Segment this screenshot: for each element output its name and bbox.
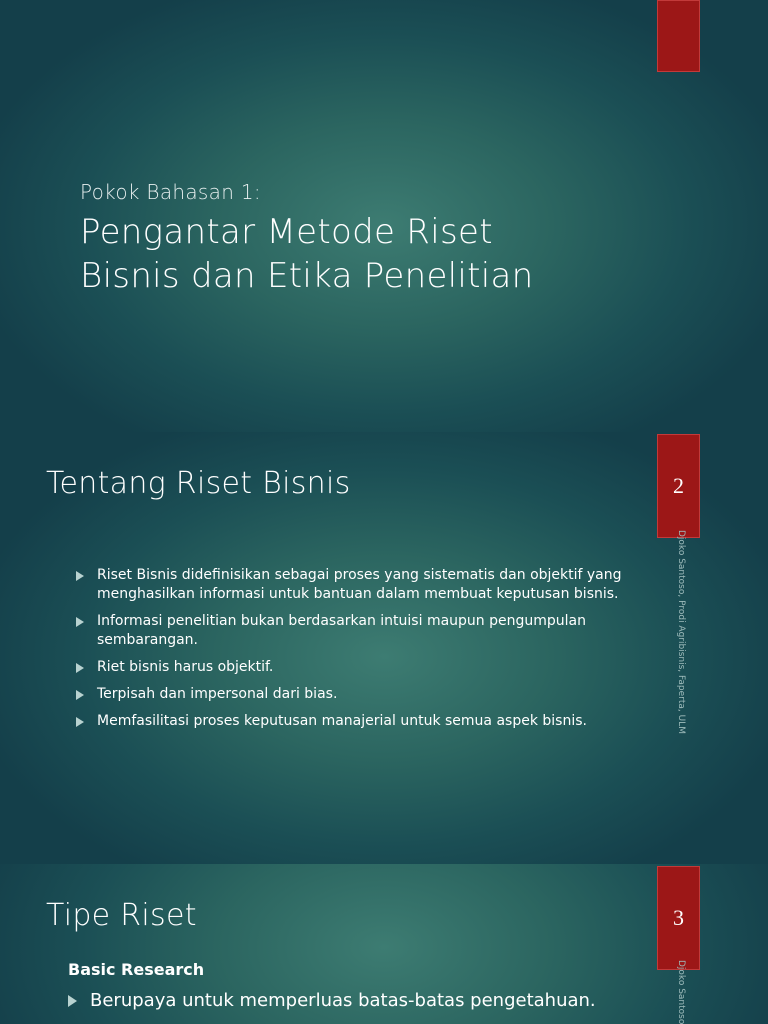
triangle-bullet-icon: [76, 663, 84, 673]
slide-footer: Djoko Santoso: [676, 960, 686, 1024]
bullet-list: [76, 566, 626, 739]
slide-title: Tentang Riset Bisnis: [46, 466, 351, 501]
bullet-text: Riset Bisnis didefinisikan sebagai proses yang sistematis dan objektif yang menghasilkan informasi untuk bantuan dalam membuat keputusan bisnis.: [97, 567, 622, 602]
bullet-text: Riet bisnis harus objektif.: [97, 659, 274, 675]
slide-title: Pengantar Metode Riset Bisnis dan Etika Penelitian: [80, 212, 534, 296]
slide-subheading: Basic Research: [68, 960, 205, 979]
triangle-bullet-icon: [76, 717, 84, 727]
slide-number-box: [657, 0, 700, 72]
slide-subtitle: Pokok Bahasan 1:: [80, 180, 261, 204]
list-item: [76, 685, 626, 704]
slide-3: [0, 864, 768, 1024]
triangle-bullet-icon: [68, 995, 77, 1007]
slide-number: 3: [657, 866, 700, 970]
list-item: [76, 566, 626, 604]
bullet-text: Memfasilitasi proses keputusan manajerial untuk semua aspek bisnis.: [97, 713, 587, 729]
bullet-text: Informasi penelitian bukan berdasarkan intuisi maupun pengumpulan sembarangan.: [97, 613, 586, 648]
list-item: [76, 612, 626, 650]
list-item: [76, 712, 626, 731]
triangle-bullet-icon: [76, 617, 84, 627]
list-item: [68, 990, 596, 1011]
slide-2: [0, 432, 768, 864]
slide-title: Tipe Riset: [46, 898, 197, 933]
triangle-bullet-icon: [76, 690, 84, 700]
slide-number: 2: [657, 434, 700, 538]
slide-footer: Djoko Santoso, Prodi Agribisnis, Faperta, ULM: [676, 530, 686, 734]
slide-1: [0, 0, 768, 432]
list-item: [76, 658, 626, 677]
triangle-bullet-icon: [76, 571, 84, 581]
bullet-text: Berupaya untuk memperluas batas-batas pengetahuan.: [90, 990, 596, 1011]
bullet-text: Terpisah dan impersonal dari bias.: [97, 686, 338, 702]
